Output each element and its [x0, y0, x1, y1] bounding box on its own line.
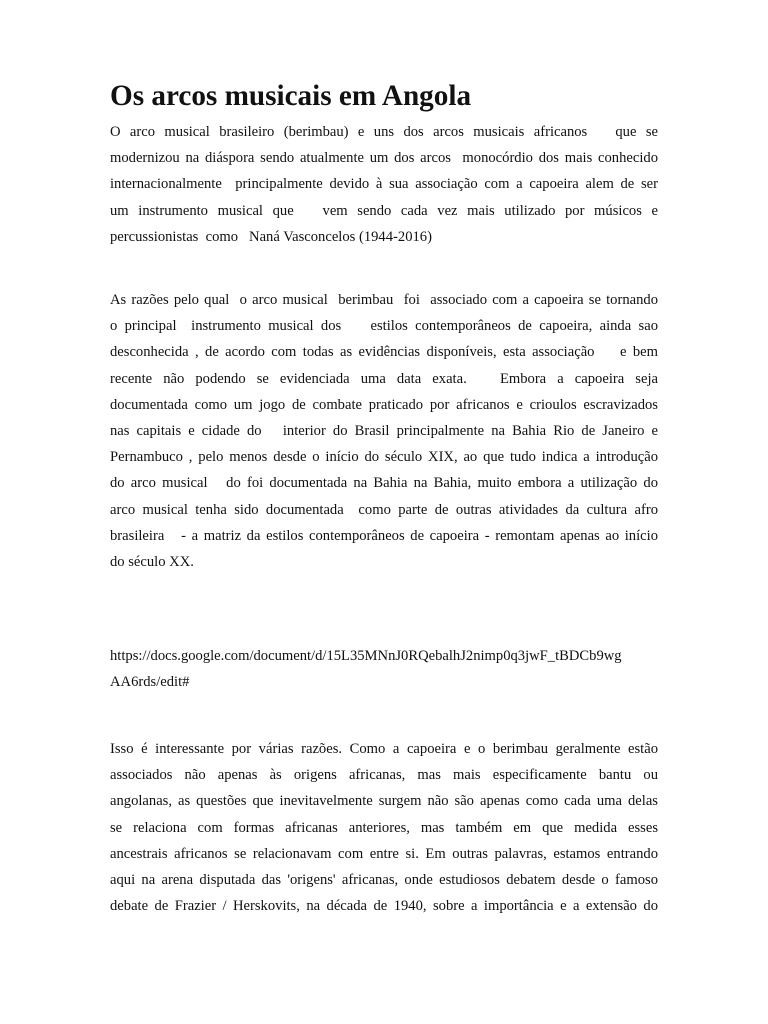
- paragraph-line: As razões pelo qual o arco musical berimbau foi associado com a capoeira se tornando: [110, 292, 658, 308]
- paragraph-line: associados não apenas às origens africanas, mas mais especificamente bantu ou: [110, 767, 658, 784]
- paragraph-line: um instrumento musical que vem sendo cada vez mais utilizado por músicos e: [110, 202, 658, 219]
- paragraph-line: modernizou na diáspora sendo atualmente um dos arcos monocórdio dos mais conhecido: [110, 150, 658, 167]
- paragraph-line: debate de Frazier / Herskovits, na década de 1940, sobre a importância e a extensão do: [110, 898, 658, 915]
- paragraph-line: angolanas, as questões que inevitavelmente surgem não são apenas como cada uma delas: [110, 793, 658, 810]
- paragraph-line: recente não podendo se evidenciada uma data exata. Embora a capoeira seja: [110, 370, 658, 387]
- paragraph-african-origins: [110, 736, 658, 919]
- paragraph-line: arco musical tenha sido documentada como parte de outras atividades da cultura afro: [110, 501, 658, 518]
- paragraph-line: brasileira - a matriz da estilos contemporâneos de capoeira - remontam apenas ao início: [110, 527, 658, 544]
- document-url-link[interactable]: [110, 643, 658, 695]
- paragraph-capoeira-association: [110, 287, 658, 575]
- paragraph-line: Isso é interessante por várias razões. Como a capoeira e o berimbau geralmente estão: [110, 741, 658, 757]
- paragraph-line: do século XX.: [110, 553, 194, 570]
- paragraph-line: percussionistas como Naná Vasconcelos (1944-2016): [110, 228, 432, 245]
- url-line[interactable]: AA6rds/edit#: [110, 674, 190, 691]
- paragraph-line: ancestrais africanos se relacionavam com entre si. Em outras palavras, estamos entrando: [110, 845, 658, 862]
- paragraph-line: O arco musical brasileiro (berimbau) e uns dos arcos musicais africanos que se: [110, 124, 658, 140]
- paragraph-line: Pernambuco , pelo menos desde o início do século XIX, ao que tudo indica a introdução: [110, 449, 658, 466]
- paragraph-line: do arco musical do foi documentada na Bahia na Bahia, muito embora a utilização do: [110, 475, 658, 492]
- paragraph-line: documentada como um jogo de combate praticado por africanos e crioulos escravizados: [110, 396, 658, 413]
- url-line[interactable]: https://docs.google.com/document/d/15L35MNnJ0RQebalhJ2nimp0q3jwF_tBDCb9wg: [110, 648, 622, 664]
- paragraph-line: internacionalmente principalmente devido à sua associação com a capoeira alem de ser: [110, 176, 658, 193]
- paragraph-line: se relaciona com formas africanas anteriores, mas também em que medida esses: [110, 819, 658, 836]
- paragraph-berimbau-intro: [110, 119, 658, 250]
- paragraph-line: aqui na arena disputada das 'origens' africanas, onde estudiosos debatem desde o famoso: [110, 871, 658, 888]
- paragraph-line: nas capitais e cidade do interior do Brasil principalmente na Bahia Rio de Janeiro e: [110, 422, 658, 439]
- paragraph-line: desconhecida , de acordo com todas as evidências disponíveis, esta associação e bem: [110, 344, 658, 361]
- document-title: Os arcos musicais em Angola: [110, 80, 472, 112]
- paragraph-line: o principal instrumento musical dos estilos contemporâneos de capoeira, ainda sao: [110, 318, 658, 335]
